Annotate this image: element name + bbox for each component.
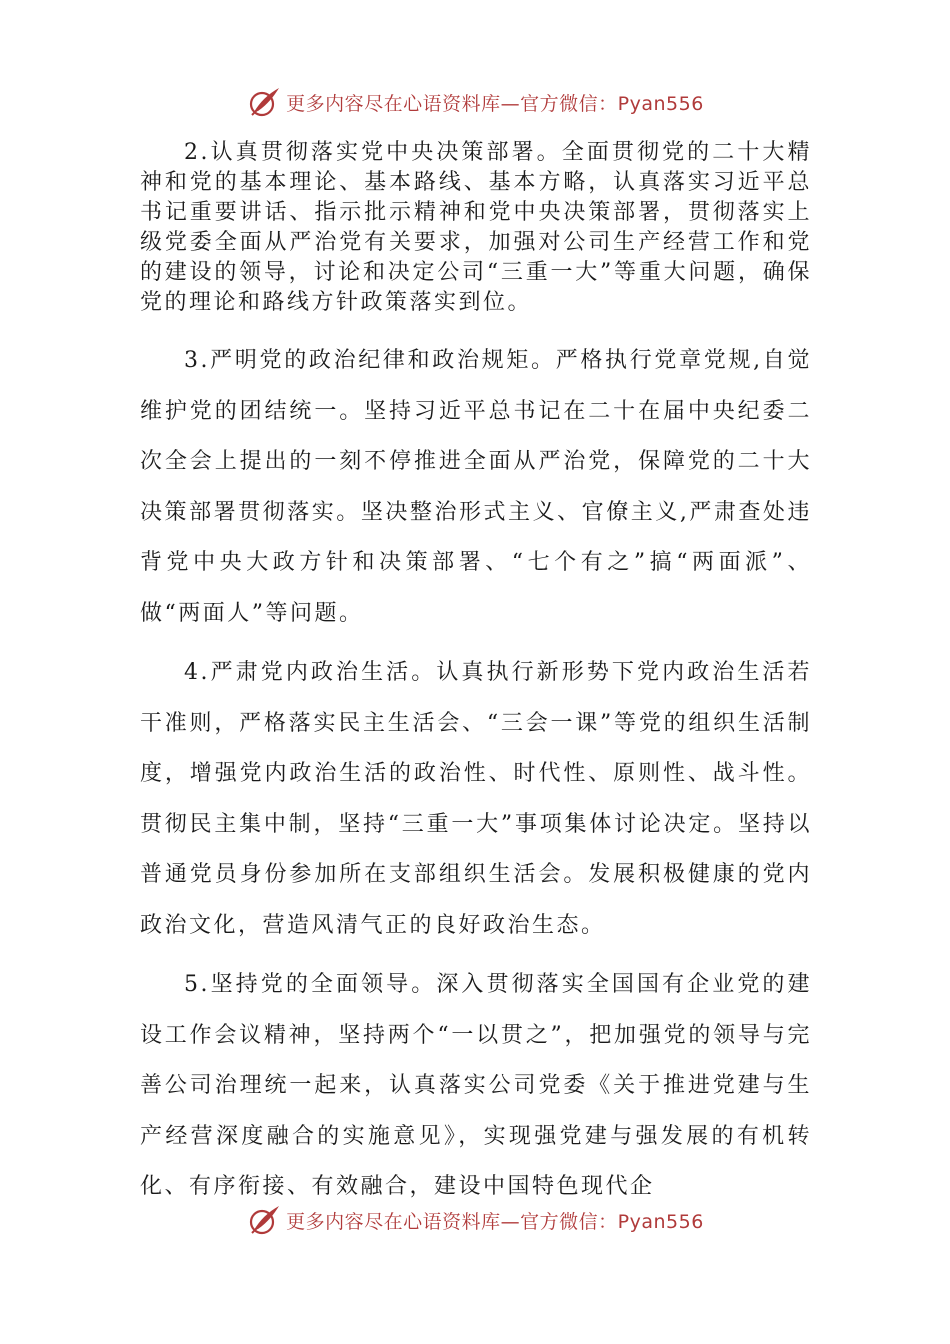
watermark-text: 更多内容尽在心语资料库—官方微信：Pyan556 — [286, 1210, 704, 1233]
quill-logo-icon — [246, 1202, 282, 1238]
paragraph-5: 5.坚持党的全面领导。深入贯彻落实全国国有企业党的建设工作会议精神，坚持两个“一以贯之”，把加强党的领导与完善公司治理统一起来，认真落实公司党委《关于推进党建与生产经营深度融合的实施意见》，实现强党建与强发展的有机转化、有序衔接、有效融合，建设中国特色现代企 — [140, 972, 812, 1199]
header-watermark — [0, 82, 950, 122]
quill-logo-icon — [246, 84, 282, 120]
paragraph-2: 2.认真贯彻落实党中央决策部署。全面贯彻党的二十大精神和党的基本理论、基本路线、基本方略，认真落实习近平总书记重要讲话、指示批示精神和党中央决策部署，贯彻落实上级党委全面从严治党有关要求，加强对公司生产经营工作和党的建设的领导，讨论和决定公司“三重一大”等重大问题，确保党的理论和路线方针政策落实到位。 — [140, 140, 812, 315]
watermark-text: 更多内容尽在心语资料库—官方微信：Pyan556 — [286, 92, 704, 115]
paragraph-4: 4.严肃党内政治生活。认真执行新形势下党内政治生活若干准则，严格落实民主生活会、“三会一课”等党的组织生活制度，增强党内政治生活的政治性、时代性、原则性、战斗性。贯彻民主集中制，坚持“三重一大”事项集体讨论决定。坚持以普通党员身份参加所在支部组织生活会。发展积极健康的党内政治文化，营造风清气正的良好政治生态。 — [140, 660, 812, 938]
paragraph-3: 3.严明党的政治纪律和政治规矩。严格执行党章党规,自觉维护党的团结统一。坚持习近平总书记在二十在届中央纪委二次全会上提出的一刻不停推进全面从严治党，保障党的二十大决策部署贯彻落实。坚决整治形式主义、官僚主义,严肃查处违背党中央大政方针和决策部署、“七个有之”搞“两面派”、做“两面人”等问题。 — [140, 348, 812, 626]
footer-watermark — [0, 1200, 950, 1240]
document-body — [140, 138, 812, 1213]
